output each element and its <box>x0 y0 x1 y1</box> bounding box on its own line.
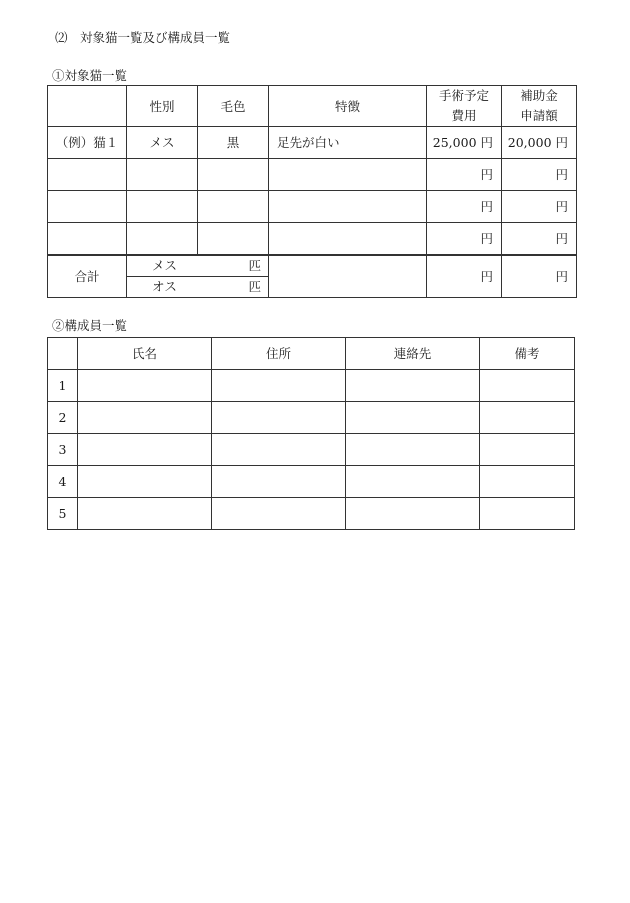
example-color: 黒 <box>198 127 269 159</box>
member-number: 3 <box>48 434 78 466</box>
member-notes-cell[interactable] <box>480 370 575 402</box>
cats-table-title: ①対象猫一覧 <box>52 68 128 83</box>
members-row <box>48 402 575 434</box>
member-notes-cell[interactable] <box>480 466 575 498</box>
cats-header-subsidy <box>502 86 577 127</box>
cats-entry-row-3 <box>48 223 577 255</box>
members-table <box>47 337 575 530</box>
member-address-cell[interactable] <box>212 370 346 402</box>
cats-header-subsidy-line2: 申請額 <box>520 108 558 123</box>
member-number: 4 <box>48 466 78 498</box>
member-contact-cell[interactable] <box>346 402 480 434</box>
total-cost-cell[interactable]: 円 <box>427 255 502 298</box>
member-name-cell[interactable] <box>78 370 212 402</box>
cats-header-blank <box>48 86 127 127</box>
total-male-row <box>127 276 268 297</box>
members-header-address: 住所 <box>212 338 346 370</box>
cats-header-color: 毛色 <box>198 86 269 127</box>
total-female-label: メス <box>127 256 202 277</box>
cat-subsidy-cell[interactable]: 円 <box>502 223 577 255</box>
member-contact-cell[interactable] <box>346 498 480 530</box>
cat-subsidy-cell[interactable]: 円 <box>502 191 577 223</box>
member-number: 5 <box>48 498 78 530</box>
cats-header-row <box>48 86 577 127</box>
total-count-cell <box>127 255 269 298</box>
cat-features-cell[interactable] <box>269 159 427 191</box>
cats-total-row <box>48 255 577 298</box>
example-sex: メス <box>127 127 198 159</box>
total-count-subtable <box>127 256 268 297</box>
member-notes-cell[interactable] <box>480 402 575 434</box>
section-heading: ⑵ 対象猫一覧及び構成員一覧 <box>55 30 231 45</box>
cats-entry-row-2 <box>48 191 577 223</box>
cats-header-subsidy-line1: 補助金 <box>520 88 558 103</box>
total-male-label: オス <box>152 279 177 294</box>
example-name: （例）猫１ <box>48 127 127 159</box>
cat-color-cell[interactable] <box>198 223 269 255</box>
member-name-cell[interactable] <box>78 466 212 498</box>
total-female-row <box>127 256 268 277</box>
cats-header-cost-line1: 手術予定 <box>438 88 489 103</box>
members-header-blank <box>48 338 78 370</box>
cats-header-features: 特徴 <box>269 86 427 127</box>
cat-name-cell[interactable] <box>48 159 127 191</box>
example-features: 足先が白い <box>269 127 427 159</box>
cat-sex-cell[interactable] <box>127 159 198 191</box>
members-header-contact: 連絡先 <box>346 338 480 370</box>
total-features-blank <box>269 255 427 298</box>
cats-header-cost <box>427 86 502 127</box>
member-number: 2 <box>48 402 78 434</box>
cat-sex-cell[interactable] <box>127 223 198 255</box>
cat-cost-cell[interactable]: 円 <box>427 191 502 223</box>
cat-sex-cell[interactable] <box>127 191 198 223</box>
cat-color-cell[interactable] <box>198 159 269 191</box>
members-row <box>48 370 575 402</box>
member-contact-cell[interactable] <box>346 434 480 466</box>
cats-header-sex: 性別 <box>127 86 198 127</box>
member-name-cell[interactable] <box>78 434 212 466</box>
cat-color-cell[interactable] <box>198 191 269 223</box>
cats-entry-row-1 <box>48 159 577 191</box>
members-row <box>48 466 575 498</box>
total-female-unit[interactable]: 匹 <box>202 256 268 277</box>
member-name-cell[interactable] <box>78 402 212 434</box>
members-header-name: 氏名 <box>78 338 212 370</box>
cat-name-cell[interactable] <box>48 223 127 255</box>
member-address-cell[interactable] <box>212 402 346 434</box>
cat-features-cell[interactable] <box>269 191 427 223</box>
cat-subsidy-cell[interactable]: 円 <box>502 159 577 191</box>
total-male-unit[interactable]: 匹 <box>248 279 261 294</box>
members-header-row <box>48 338 575 370</box>
members-table-title: ②構成員一覧 <box>52 318 128 333</box>
cat-cost-cell[interactable]: 円 <box>427 223 502 255</box>
cat-features-cell[interactable] <box>269 223 427 255</box>
member-name-cell[interactable] <box>78 498 212 530</box>
member-notes-cell[interactable] <box>480 434 575 466</box>
members-row <box>48 498 575 530</box>
cat-cost-cell[interactable]: 円 <box>427 159 502 191</box>
members-row <box>48 434 575 466</box>
cats-example-row <box>48 127 577 159</box>
member-address-cell[interactable] <box>212 498 346 530</box>
cat-name-cell[interactable] <box>48 191 127 223</box>
member-address-cell[interactable] <box>212 466 346 498</box>
cats-table <box>47 85 577 298</box>
member-notes-cell[interactable] <box>480 498 575 530</box>
member-number: 1 <box>48 370 78 402</box>
example-cost: 25,000 円 <box>427 127 502 159</box>
member-contact-cell[interactable] <box>346 370 480 402</box>
member-contact-cell[interactable] <box>346 466 480 498</box>
total-label: 合計 <box>48 255 127 298</box>
total-subsidy-cell[interactable]: 円 <box>502 255 577 298</box>
example-subsidy: 20,000 円 <box>502 127 577 159</box>
members-header-notes: 備考 <box>480 338 575 370</box>
cats-header-cost-line2: 費用 <box>451 108 477 123</box>
member-address-cell[interactable] <box>212 434 346 466</box>
